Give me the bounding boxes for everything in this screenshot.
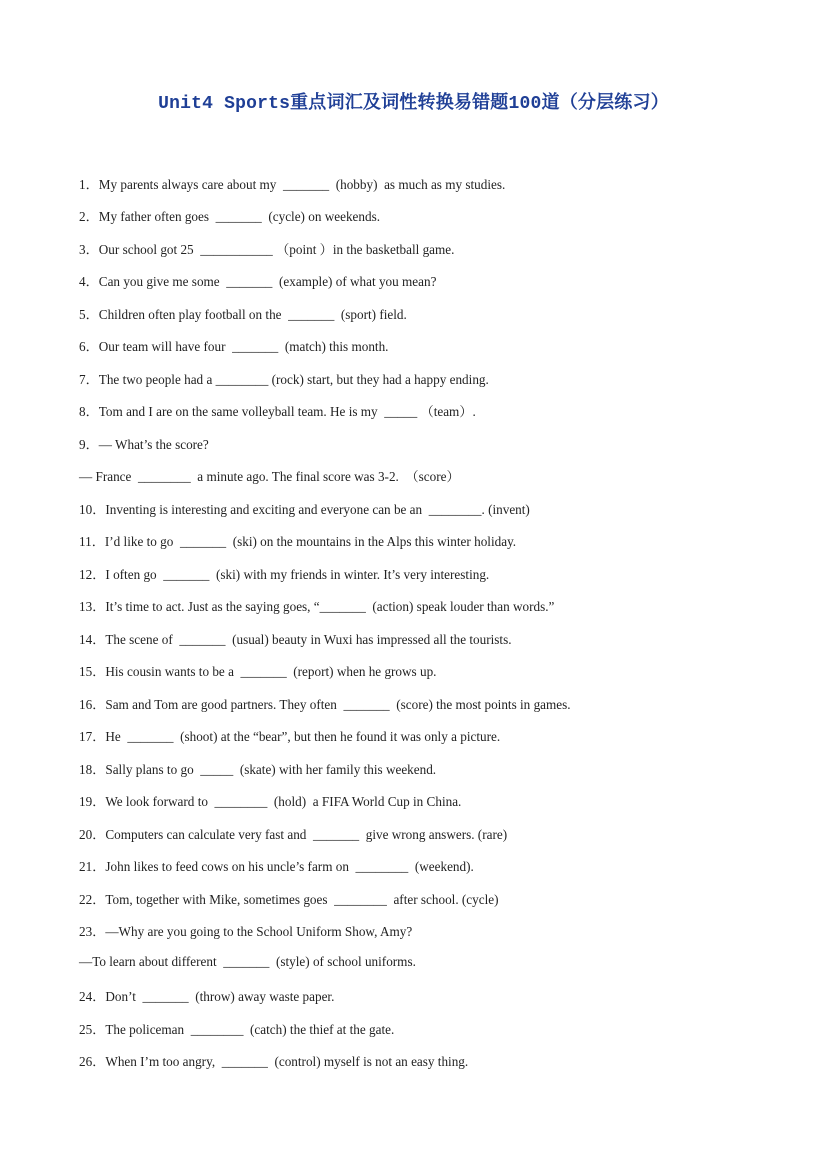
question-line-10: 10．Inventing is interesting and exciting and everyone can be an ________. (invent) — [79, 502, 530, 517]
question-line-5: 5．Children often play football on the _______ (sport) field. — [79, 307, 407, 322]
question-line-16: 16．Sam and Tom are good partners. They often _______ (score) the most points in games. — [79, 697, 571, 712]
question-line-7: 7．The two people had a ________ (rock) start, but they had a happy ending. — [79, 372, 489, 387]
question-line-19: 19．We look forward to ________ (hold) a FIFA World Cup in China. — [79, 794, 462, 809]
question-line-14: 14．The scene of _______ (usual) beauty in Wuxi has impressed all the tourists. — [79, 632, 512, 647]
question-line-15: 15．His cousin wants to be a _______ (report) when he grows up. — [79, 664, 437, 679]
question-line-6: 6．Our team will have four _______ (match) this month. — [79, 339, 389, 354]
document-title: Unit4 Sports重点词汇及词性转换易错题100道（分层练习） — [158, 94, 669, 114]
question-line-20: 20．Computers can calculate very fast and _______ give wrong answers. (rare) — [79, 827, 508, 842]
question-line-12: 12．I often go _______ (ski) with my friends in winter. It’s very interesting. — [79, 567, 490, 582]
question-line-23: 23．—Why are you going to the School Uniform Show, Amy? — [79, 924, 413, 939]
question-line-23-answer: —To learn about different _______ (style) of school uniforms. — [79, 954, 416, 969]
question-line-8: 8．Tom and I are on the same volleyball team. He is my _____ （team）. — [79, 404, 476, 419]
question-line-3: 3．Our school got 25 ___________ （point ）in the basketball game. — [79, 242, 455, 257]
question-line-13: 13．It’s time to act. Just as the saying goes, “_______ (action) speak louder than words.” — [79, 599, 555, 614]
question-line-1: 1．My parents always care about my _______ (hobby) as much as my studies. — [79, 177, 506, 192]
question-line-2: 2．My father often goes _______ (cycle) on weekends. — [79, 209, 381, 224]
question-line-9-answer: — France ________ a minute ago. The final score was 3-2. （score） — [79, 469, 460, 484]
question-line-21: 21．John likes to feed cows on his uncle’s farm on ________ (weekend). — [79, 859, 474, 874]
question-line-24: 24．Don’t _______ (throw) away waste paper. — [79, 989, 335, 1004]
question-line-4: 4．Can you give me some _______ (example) of what you mean? — [79, 274, 437, 289]
question-line-11: 11．I’d like to go _______ (ski) on the mountains in the Alps this winter holiday. — [79, 534, 517, 549]
question-line-18: 18．Sally plans to go _____ (skate) with her family this weekend. — [79, 762, 437, 777]
question-line-26: 26．When I’m too angry, _______ (control) myself is not an easy thing. — [79, 1054, 469, 1069]
question-line-9: 9．— What’s the score? — [79, 437, 209, 452]
question-line-22: 22．Tom, together with Mike, sometimes goes ________ after school. (cycle) — [79, 892, 499, 907]
question-line-25: 25．The policeman ________ (catch) the thief at the gate. — [79, 1022, 395, 1037]
question-line-17: 17．He _______ (shoot) at the “bear”, but then he found it was only a picture. — [79, 729, 501, 744]
